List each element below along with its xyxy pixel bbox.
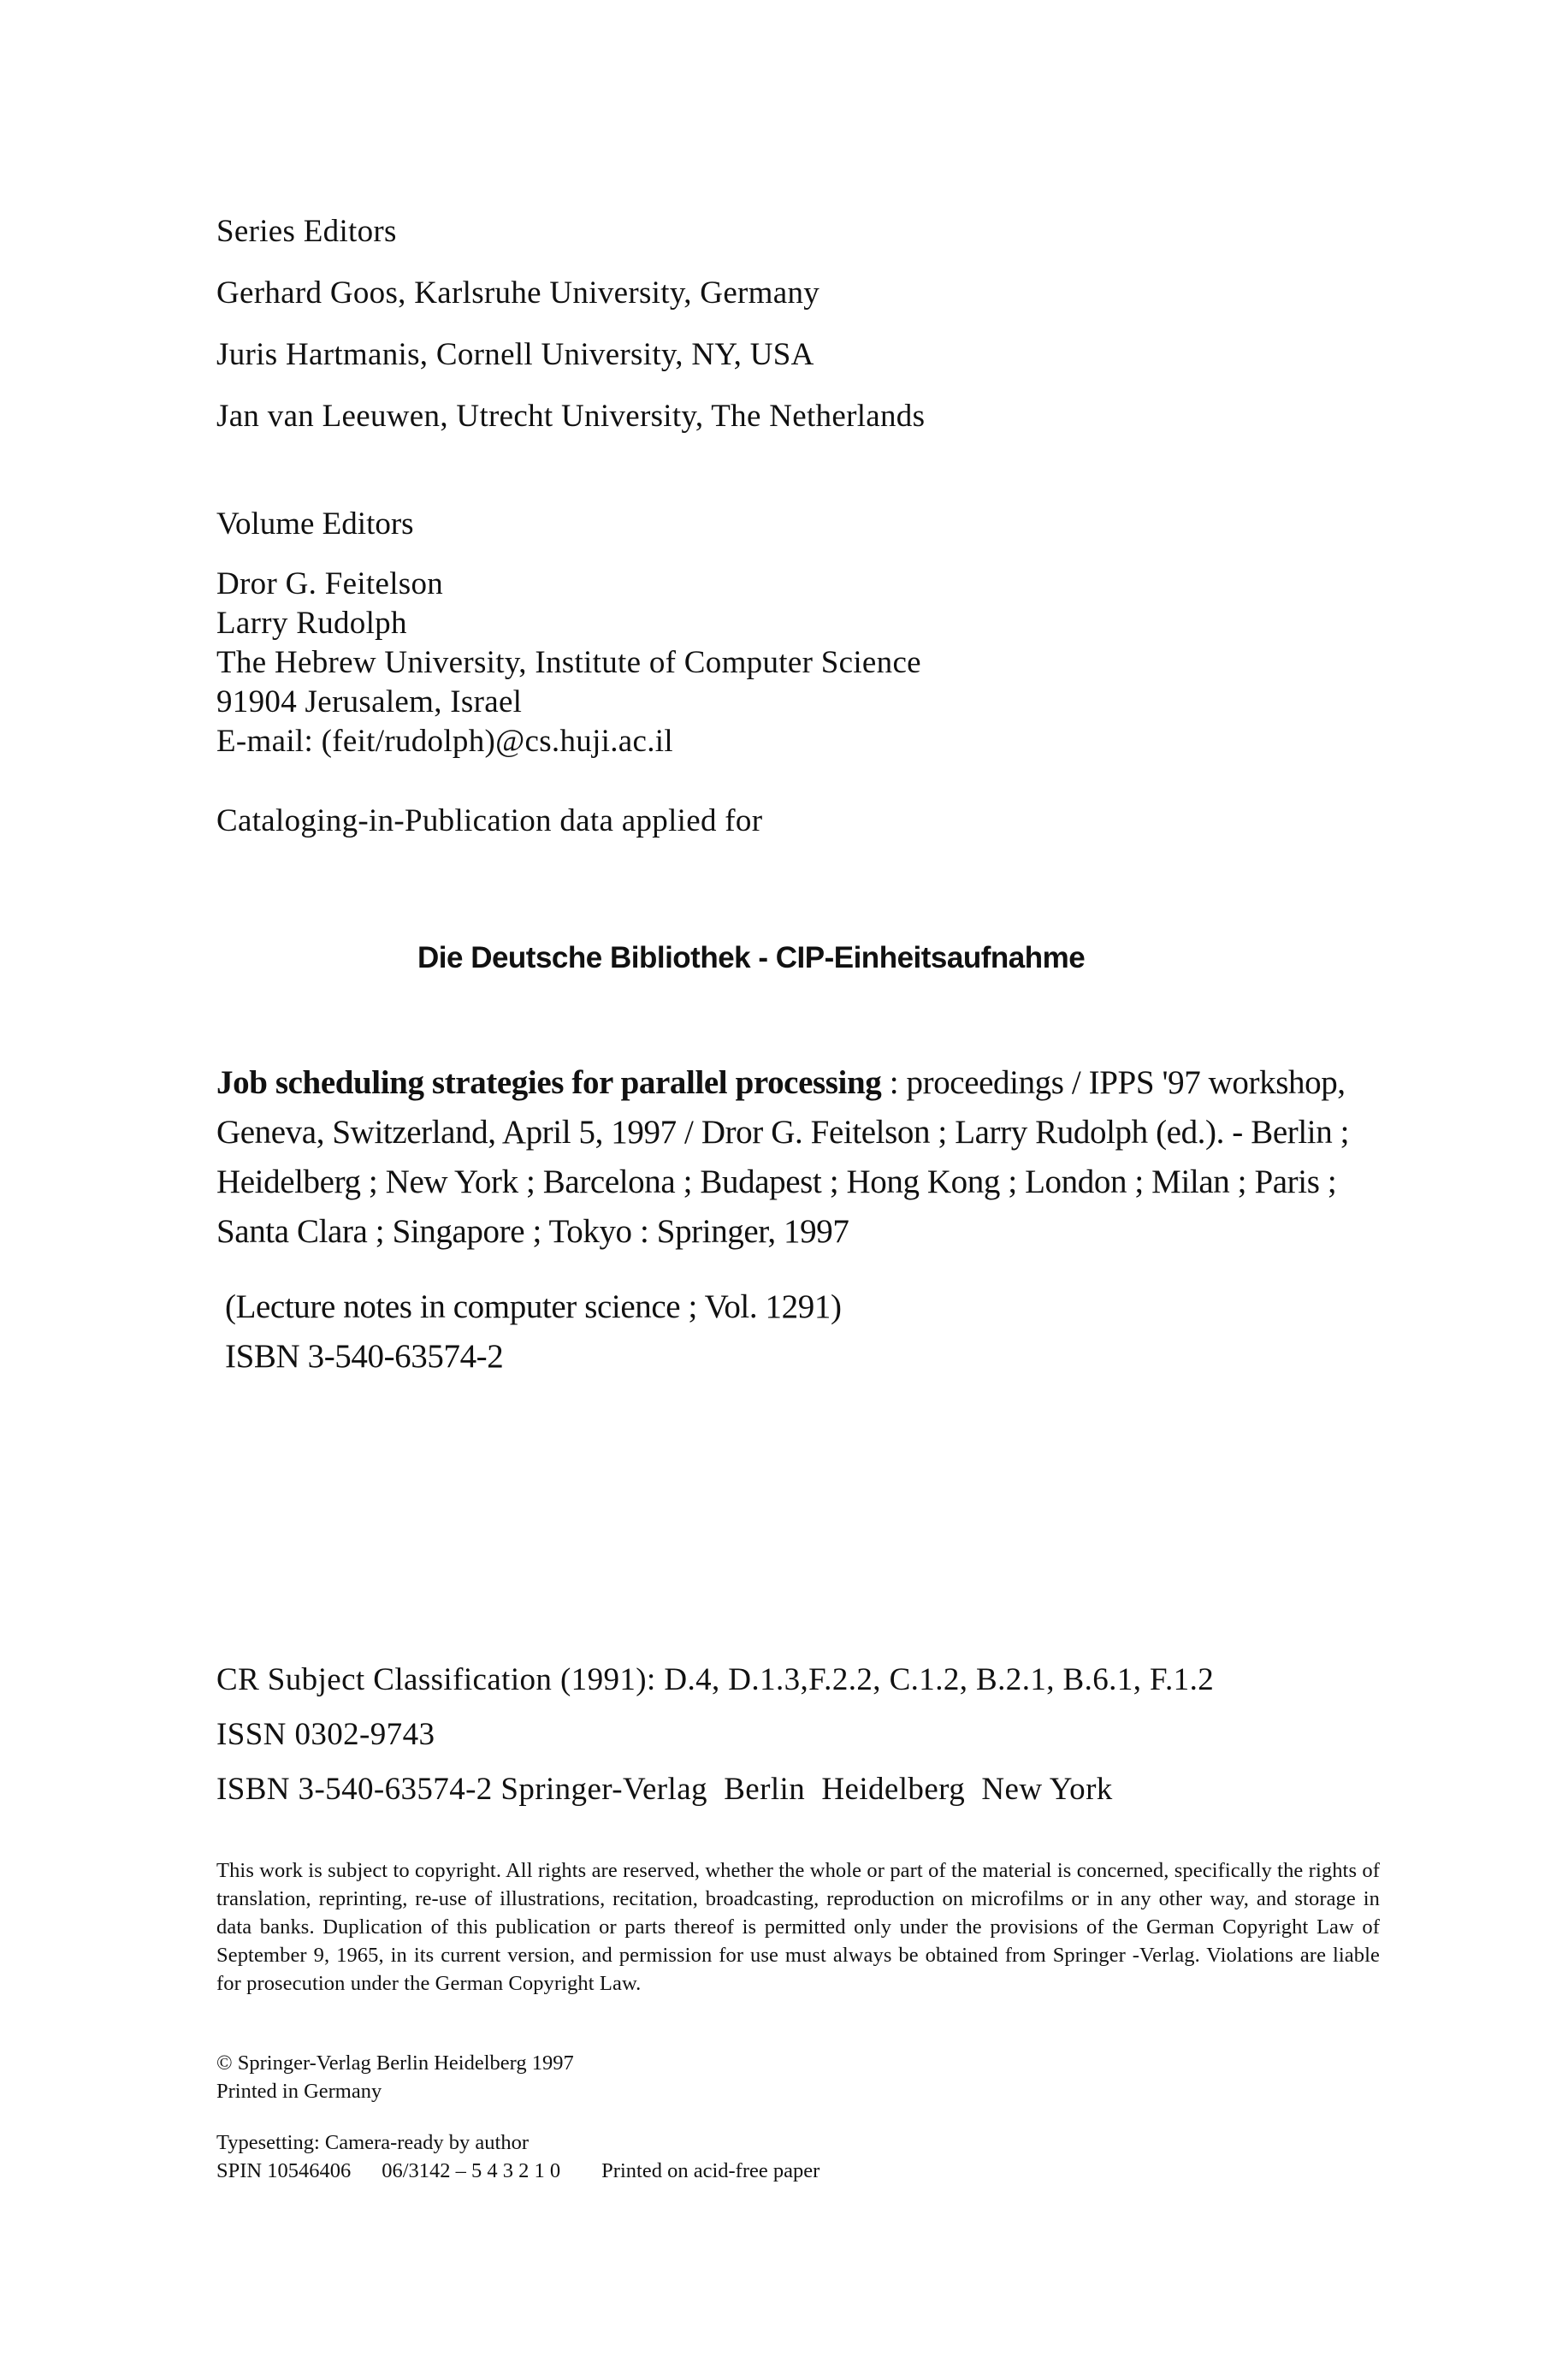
production-block <box>216 2128 820 2185</box>
series-editors <box>216 201 925 447</box>
volume-editor-line: The Hebrew University, Institute of Computer Science <box>216 645 921 680</box>
series-editor-line: Gerhard Goos, Karlsruhe University, Germany <box>216 275 820 311</box>
copyright-notice: This work is subject to copyright. All rights are reserved, whether the whole or part of the material is concerned, specifically the rights of translation, reprinting, re-use of illustrations, recitation, broadcasting, reproduction on microfilms or in any other way, and storage in data banks. Duplication of this publication or parts thereof is permitted only under the provisions of the German Copyright Law of September 9, 1965, in its current version, and permission for use must always be obtained from Springer -Verlag. Violations are liable for prosecution under the German Copyright Law. <box>216 1859 1380 1995</box>
cip-isbn: ISBN 3-540-63574-2 <box>225 1338 504 1375</box>
series-editors-heading: Series Editors <box>216 214 397 249</box>
volume-editors-heading: Volume Editors <box>216 506 414 542</box>
cr-classification: CR Subject Classification (1991): D.4, D.1.3,F.2.2, C.1.2, B.2.1, B.6.1, F.1.2 <box>216 1662 1215 1697</box>
cip-series <box>225 1282 842 1382</box>
cip-record <box>216 1058 1397 1257</box>
cip-series-note: (Lecture notes in computer science ; Vol. 1291) <box>225 1288 842 1325</box>
volume-editor-line: 91904 Jerusalem, Israel <box>216 684 523 719</box>
issn: ISSN 0302-9743 <box>216 1717 435 1752</box>
volume-editors <box>216 565 921 761</box>
copyright-holder: © Springer-Verlag Berlin Heidelberg 1997 <box>216 2051 574 2075</box>
cip-record-details: : proceedings / IPPS '97 workshop, Geneva, Switzerland, April 5, 1997 / Dror G. Feitelson ; Larry Rudolph (ed.). - Berlin ; Heidelberg ; New York ; Barcelona ; Budapest ; Hong Kong ; London ; Milan ; Paris ; Santa Clara ; Singapore ; Tokyo : Springer, 1997 <box>216 1064 1350 1250</box>
volume-editor-line: Dror G. Feitelson <box>216 566 444 601</box>
cip-record-title: Job scheduling strategies for parallel processing <box>216 1064 882 1101</box>
cip-title: Die Deutsche Bibliothek - CIP-Einheitsaufnahme <box>417 941 1086 974</box>
print-code: 06/3142 – 5 4 3 2 1 0 <box>382 2159 561 2182</box>
paper-note: Printed on acid-free paper <box>601 2159 820 2182</box>
spin-line <box>216 2157 820 2185</box>
series-editor-line: Jan van Leeuwen, Utrecht University, The Netherlands <box>216 399 926 434</box>
cip-applied-note: Cataloging-in-Publication data applied for <box>216 803 763 838</box>
printed-in: Printed in Germany <box>216 2080 382 2103</box>
series-editor-line: Juris Hartmanis, Cornell University, NY, USA <box>216 337 814 372</box>
spin-number: SPIN 10546406 <box>216 2159 352 2182</box>
classification <box>216 1653 1214 1817</box>
volume-editor-line: Larry Rudolph <box>216 606 407 641</box>
volume-editor-email: E-mail: (feit/rudolph)@cs.huji.ac.il <box>216 724 673 759</box>
copyright-holder-block <box>216 2049 574 2105</box>
isbn-publisher: ISBN 3-540-63574-2 Springer-Verlag Berlin Heidelberg New York <box>216 1772 1113 1807</box>
typesetting: Typesetting: Camera-ready by author <box>216 2131 529 2154</box>
